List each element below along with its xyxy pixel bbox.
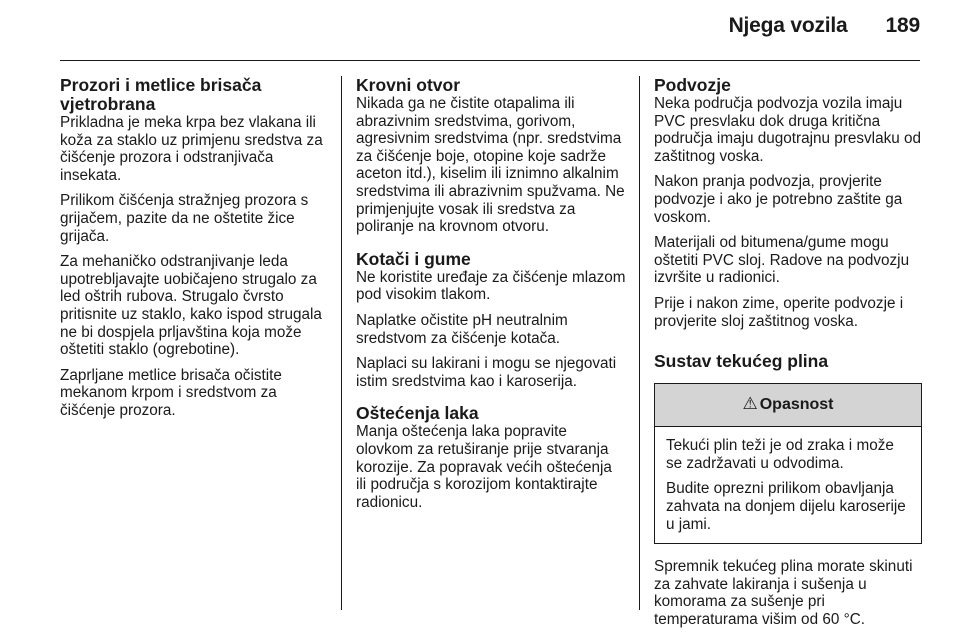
- section-paint-damage: [356, 404, 626, 511]
- section-heading: Prozori i metlice brisača vjetrobrana: [60, 75, 262, 114]
- column-divider: [341, 76, 342, 610]
- page-number: 189: [885, 14, 920, 37]
- warning-body: [655, 427, 921, 543]
- section-heading: Podvozje: [654, 75, 731, 95]
- section-wheels-tyres: [356, 250, 626, 391]
- paragraph: Nikada ga ne čistite otapalima ili abrazivnim sredstvima, gorivom, agresivnim sredstvima (npr. sredstvima za čišćenje boje, otopine koje sadrže aceton itd.), kiselim ili iznimno alkalnim sredstvima ili abrazivnim spužvama. Ne primjenjujte vosak ili sredstva za poliranje na krovnom otvoru.: [356, 95, 625, 236]
- header-rule: [60, 60, 920, 61]
- column-divider: [639, 76, 640, 610]
- warning-triangle-icon: ⚠: [742, 394, 758, 414]
- paragraph: Prikladna je meka krpa bez vlakana ili koža za staklo uz primjenu sredstva za čišćenje prozora i odstranjivača insekata.: [60, 114, 323, 184]
- section-heading: Oštećenja laka: [356, 403, 479, 424]
- paragraph: Prije i nakon zime, operite podvozje i provjerite sloj zaštitnog voska.: [654, 294, 904, 330]
- paragraph: Nakon pranja podvozja, provjerite podvozje i ako je potrebno zaštite ga voskom.: [654, 173, 903, 226]
- paragraph: Za mehaničko odstranjivanje leda upotrebljavajte uobičajeno strugalo za led oštrih rubova. Strugalo čvrsto pritisnite uz staklo, kako ispod strugala ne bi dospjela prljavština koja može oštetiti staklo (ogrebotine).: [60, 253, 322, 359]
- paragraph: Tekući plin teži je od zraka i može se zadržavati u odvodima.: [666, 437, 894, 472]
- section-heading: Kotači i gume: [356, 248, 471, 269]
- column-2: [356, 76, 626, 511]
- warning-header: [655, 384, 921, 427]
- paragraph: Naplaci su lakirani i mogu se njegovati istim sredstvima kao i karoserija.: [356, 355, 617, 390]
- paragraph: Materijali od bitumena/gume mogu oštetiti PVC sloj. Radove na podvozju izvršite u radionici.: [654, 234, 910, 287]
- section-heading: Sustav tekućeg plina: [654, 351, 829, 372]
- column-3: [654, 76, 922, 628]
- paragraph: Spremnik tekućeg plina morate skinuti za zahvate lakiranja i sušenja u komorama za sušenje pri temperaturama višim od 60 °C.: [654, 558, 913, 628]
- section-underbody: [654, 76, 922, 330]
- paragraph: Naplatke očistite pH neutralnim sredstvom za čišćenje kotača.: [356, 311, 568, 347]
- warning-box: [654, 383, 922, 544]
- page-header: [729, 14, 920, 38]
- paragraph: Ne koristite uređaje za čišćenje mlazom pod visokim tlakom.: [356, 268, 626, 304]
- paragraph: Manja oštećenja laka popravite olovkom za retuširanje prije stvaranja korozije. Za popravak većih oštećenja ili područja s korozijom kontaktirajte radionicu.: [356, 423, 612, 511]
- column-1: [60, 76, 330, 420]
- section-lpg-system: [654, 352, 922, 628]
- section-heading: Krovni otvor: [356, 75, 461, 95]
- paragraph: Budite oprezni prilikom obavljanja zahvata na donjem dijelu karoserije u jami.: [666, 480, 906, 533]
- warning-title: Opasnost: [759, 396, 834, 414]
- paragraph: Prilikom čišćenja stražnjeg prozora s grijačem, pazite da ne oštetite žice grijača.: [60, 192, 309, 245]
- paragraph: Neka područja podvozja vozila imaju PVC presvlaku dok druga kritična područja imaju dugotrajnu presvlaku od zaštitnog voska.: [654, 95, 922, 165]
- section-sunroof: [356, 76, 626, 236]
- page-title: Njega vozila: [728, 14, 848, 37]
- paragraph: Zaprljane metlice brisača očistite mekanom krpom i sredstvom za čišćenje prozora.: [60, 366, 282, 419]
- section-windows-wipers: [60, 76, 330, 420]
